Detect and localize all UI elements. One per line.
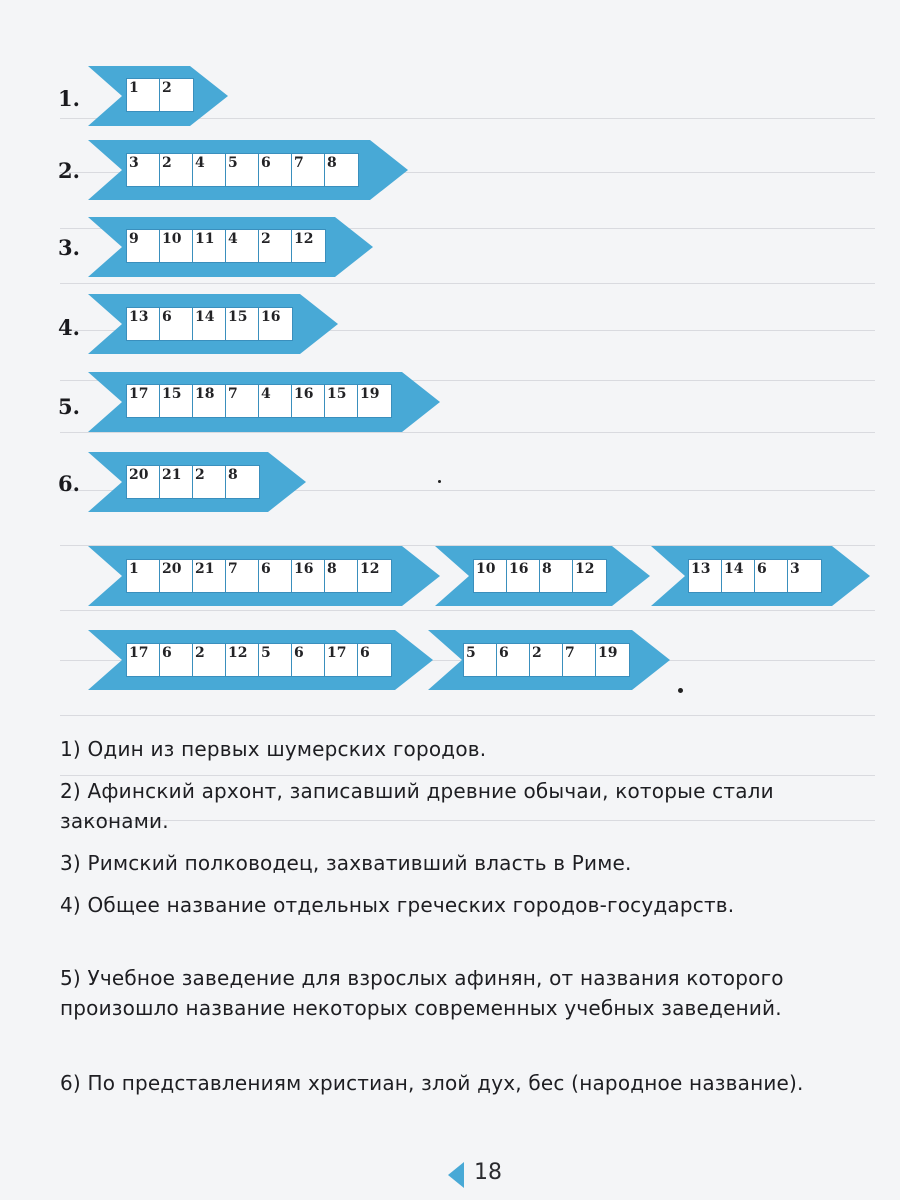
letter-cell[interactable]: 2 [259,230,292,262]
letter-cell[interactable]: 14 [722,560,755,592]
letter-cell[interactable]: 13 [689,560,722,592]
letter-cell[interactable]: 10 [160,230,193,262]
row-number: 5. [58,394,80,419]
letter-cell[interactable]: 1 [127,560,160,592]
letter-cell[interactable]: 13 [127,308,160,340]
letter-cell[interactable]: 7 [226,385,259,417]
letter-cell[interactable]: 2 [162,80,172,96]
phrase-word-5 [463,643,630,677]
phrase-word-3 [688,559,822,593]
letter-cell[interactable]: 16 [507,560,540,592]
letter-cell[interactable]: 18 [193,385,226,417]
letter-cell[interactable]: 7 [563,644,596,676]
letter-cell[interactable]: 17 [325,644,358,676]
letter-cell[interactable]: 8 [325,560,358,592]
letter-cell[interactable]: 21 [193,560,226,592]
letter-cell[interactable]: 5 [259,644,292,676]
letter-cell[interactable]: 6 [259,154,292,186]
answer-cells-row-2 [126,153,359,187]
row-number: 3. [58,235,80,260]
letter-cell[interactable]: 12 [226,644,259,676]
letter-cell[interactable]: 3 [790,561,800,577]
letter-cell[interactable]: 17 [127,385,160,417]
letter-cell[interactable]: 21 [160,466,193,498]
letter-cell[interactable]: 15 [160,385,193,417]
letter-cell[interactable]: 19 [598,645,618,661]
letter-cell[interactable]: 5 [464,644,497,676]
letter-cell[interactable]: 12 [360,561,380,577]
letter-cell[interactable]: 4 [226,230,259,262]
letter-cell[interactable]: 16 [292,560,325,592]
letter-cell[interactable]: 6 [755,560,788,592]
letter-cell[interactable]: 6 [160,644,193,676]
letter-cell[interactable]: 15 [325,385,358,417]
letter-cell[interactable]: 7 [292,154,325,186]
letter-cell[interactable]: 16 [292,385,325,417]
letter-cell[interactable]: 2 [193,644,226,676]
letter-cell[interactable]: 19 [360,386,380,402]
letter-cell[interactable]: 6 [160,308,193,340]
letter-cell[interactable]: 6 [360,645,370,661]
clue-5: 5) Учебное заведение для взрослых афинян, от названия которого произошло название некоторых современных учебных заведений. [60,966,784,1020]
letter-cell[interactable]: 7 [226,560,259,592]
letter-cell[interactable]: 8 [540,560,573,592]
period-mark [678,688,683,693]
letter-cell[interactable]: 6 [259,560,292,592]
row-number: 1. [58,86,80,111]
page-number: 18 [474,1160,502,1185]
letter-cell[interactable]: 17 [127,644,160,676]
letter-cell[interactable]: 9 [127,230,160,262]
letter-cell[interactable]: 14 [193,308,226,340]
row-number: 6. [58,471,80,496]
letter-cell[interactable]: 4 [193,154,226,186]
answer-cells-row-5 [126,384,392,418]
letter-cell[interactable]: 12 [294,231,314,247]
clue-2: 2) Афинский архонт, записавший древние обычаи, которые стали законами. [60,779,774,833]
letter-cell[interactable]: 20 [127,466,160,498]
row-number: 2. [58,158,80,183]
page-marker-icon [448,1162,464,1188]
letter-cell[interactable]: 15 [226,308,259,340]
letter-cell[interactable]: 2 [160,154,193,186]
phrase-word-2 [473,559,607,593]
letter-cell[interactable]: 5 [226,154,259,186]
letter-cell[interactable]: 20 [160,560,193,592]
letter-cell[interactable]: 6 [497,644,530,676]
phrase-word-1 [126,559,392,593]
row-number: 4. [58,315,80,340]
clue-1: 1) Один из первых шумерских городов. [60,737,487,761]
clue-3: 3) Римский полководец, захвативший власть в Риме. [60,851,632,875]
letter-cell[interactable]: 12 [575,561,595,577]
answer-cells-row-4 [126,307,293,341]
letter-cell[interactable]: 1 [127,79,160,111]
letter-cell[interactable]: 4 [259,385,292,417]
clue-6: 6) По представлениям христиан, злой дух, бес (народное название). [60,1071,804,1095]
answer-cells-row-1 [126,78,194,112]
clue-4: 4) Общее название отдельных греческих городов-государств. [60,893,735,917]
letter-cell[interactable]: 6 [292,644,325,676]
letter-cell[interactable]: 11 [193,230,226,262]
letter-cell[interactable]: 2 [193,466,226,498]
letter-cell[interactable]: 16 [261,309,281,325]
answer-cells-row-3 [126,229,326,263]
letter-cell[interactable]: 8 [228,467,238,483]
answer-cells-row-6 [126,465,260,499]
letter-cell[interactable]: 3 [127,154,160,186]
letter-cell[interactable]: 8 [327,155,337,171]
dot-mark [438,480,441,483]
letter-cell[interactable]: 2 [530,644,563,676]
letter-cell[interactable]: 10 [474,560,507,592]
phrase-word-4 [126,643,392,677]
